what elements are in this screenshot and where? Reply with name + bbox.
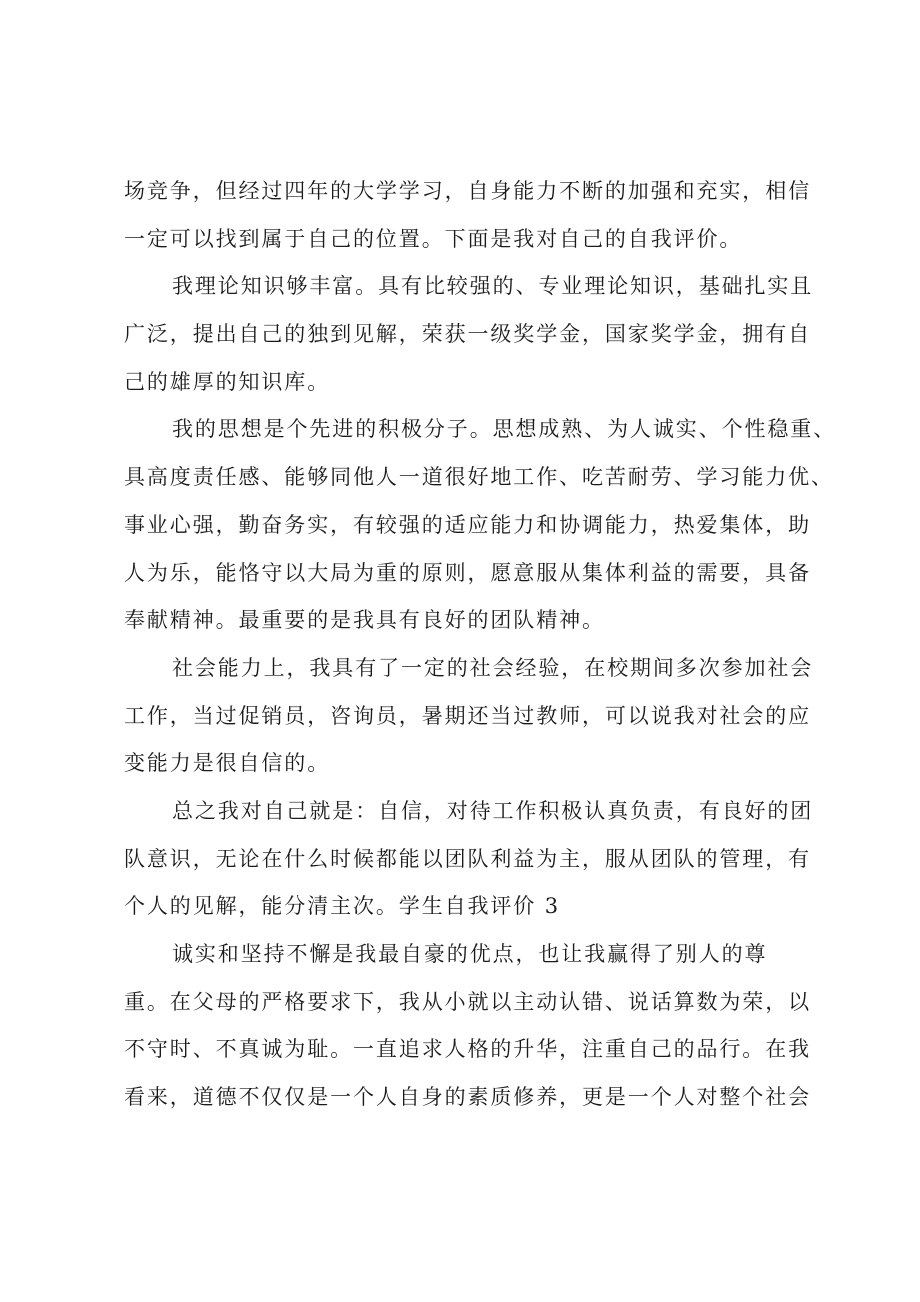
text-line: 看来，道德不仅仅是一个人自身的素质修养，更是一个人对整个社会 (124, 1085, 811, 1110)
text-line: 己的雄厚的知识库。 (124, 369, 331, 394)
paragraph-start-line: 社会能力上，我具有了一定的社会经验，在校期间多次参加社会 (172, 655, 814, 680)
text-line: 具高度责任感、能够同他人一道很好地工作、吃苦耐劳、学习能力优、 (124, 465, 834, 490)
text-line: 广泛，提出自己的独到见解，荣获一级奖学金，国家奖学金，拥有自 (124, 322, 811, 347)
text-line: 个人的见解，能分清主次。学生自我评价 3 (124, 894, 561, 919)
document-body (124, 168, 837, 1122)
text-line: 人为乐，能恪守以大局为重的原则，愿意服从集体利益的需要，具备 (124, 560, 811, 585)
text-line: 场竞争，但经过四年的大学学习，自身能力不断的加强和充实，相信 (124, 179, 811, 203)
paragraph-start-line: 诚实和坚持不懈是我最自豪的优点，也让我赢得了别人的尊 (172, 942, 768, 966)
paragraph-start-line: 总之我对自己就是：自信，对待工作积极认真负责，有良好的团 (172, 798, 814, 823)
text-line: 重。在父母的严格要求下，我从小就以主动认错、说话算数为荣，以 (124, 989, 811, 1014)
text-line: 队意识，无论在什么时候都能以团队利益为主，服从团队的管理，有 (124, 846, 811, 871)
text-line: 一定可以找到属于自己的位置。下面是我对自己的自我评价。 (124, 226, 743, 251)
paragraph-start-line: 我的思想是个先进的积极分子。思想成熟、为人诚实、个性稳重、 (172, 417, 837, 442)
text-line: 奉献精神。最重要的是我具有良好的团队精神。 (124, 608, 605, 633)
text-line: 变能力是很自信的。 (124, 751, 331, 776)
text-line: 事业心强，勤奋务实，有较强的适应能力和协调能力，热爱集体，助 (124, 512, 811, 537)
text-line: 不守时、不真诚为耻。一直追求人格的升华，注重自己的品行。在我 (124, 1037, 811, 1062)
text-line: 工作，当过促销员，咨询员，暑期还当过教师，可以说我对社会的应 (124, 703, 811, 728)
paragraph-start-line: 我理论知识够丰富。具有比较强的、专业理论知识，基础扎实且 (172, 274, 814, 299)
